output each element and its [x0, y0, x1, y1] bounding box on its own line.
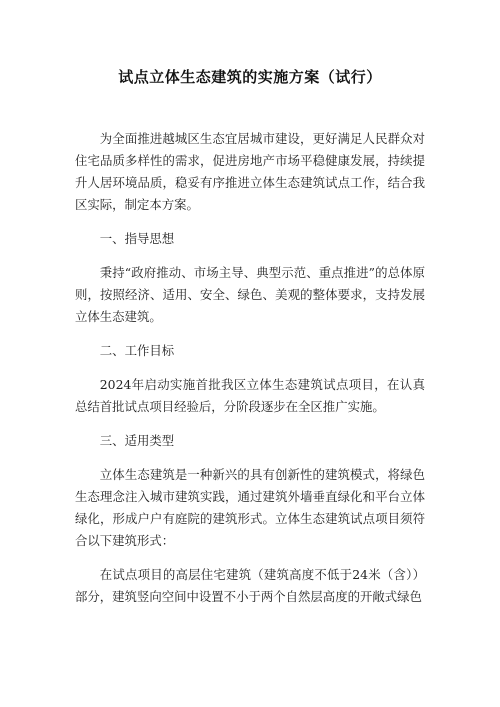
section-heading-work-goals: 二、工作目标 [99, 343, 175, 358]
intro-paragraph: 为全面推进越城区生态宜居城市建设，更好满足人民群众对住宅品质多样性的需求，促进房地产市场平稳健康发展，持续提升人居环境品质，稳妥有序推进立体生态建筑试点工作，结合我区实际，制定本方案。 [75, 131, 425, 212]
section-paragraph-applicable-types-1: 立体生态建筑是一种新兴的具有创新性的建筑模式，将绿色生态理念注入城市建筑实践，通过建筑外墙垂直绿化和平台立体绿化，形成户户有庭院的建筑形式。立体生态建筑试点项目须符合以下建筑形式： [75, 467, 425, 548]
section-heading-applicable-types: 三、适用类型 [99, 433, 175, 448]
section-paragraph-guiding-ideology: 秉持“政府推动、市场主导、典型示范、重点推进”的总体原则，按照经济、适用、安全、绿色、美观的整体要求，支持发展立体生态建筑。 [75, 265, 425, 324]
section-paragraph-work-goals: 2024年启动实施首批我区立体生态建筑试点项目，在认真总结首批试点项目经验后，分阶段逐步在全区推广实施。 [75, 377, 425, 414]
section-heading-guiding-ideology: 一、指导思想 [99, 231, 175, 246]
section-paragraph-applicable-types-2: 在试点项目的高层住宅建筑（建筑高度不低于24米（含））部分，建筑竖向空间中设置不小于两个自然层高度的开敞式绿色 [75, 567, 425, 604]
document-body [75, 128, 425, 620]
document-title: 试点立体生态建筑的实施方案（试行） [118, 68, 382, 86]
